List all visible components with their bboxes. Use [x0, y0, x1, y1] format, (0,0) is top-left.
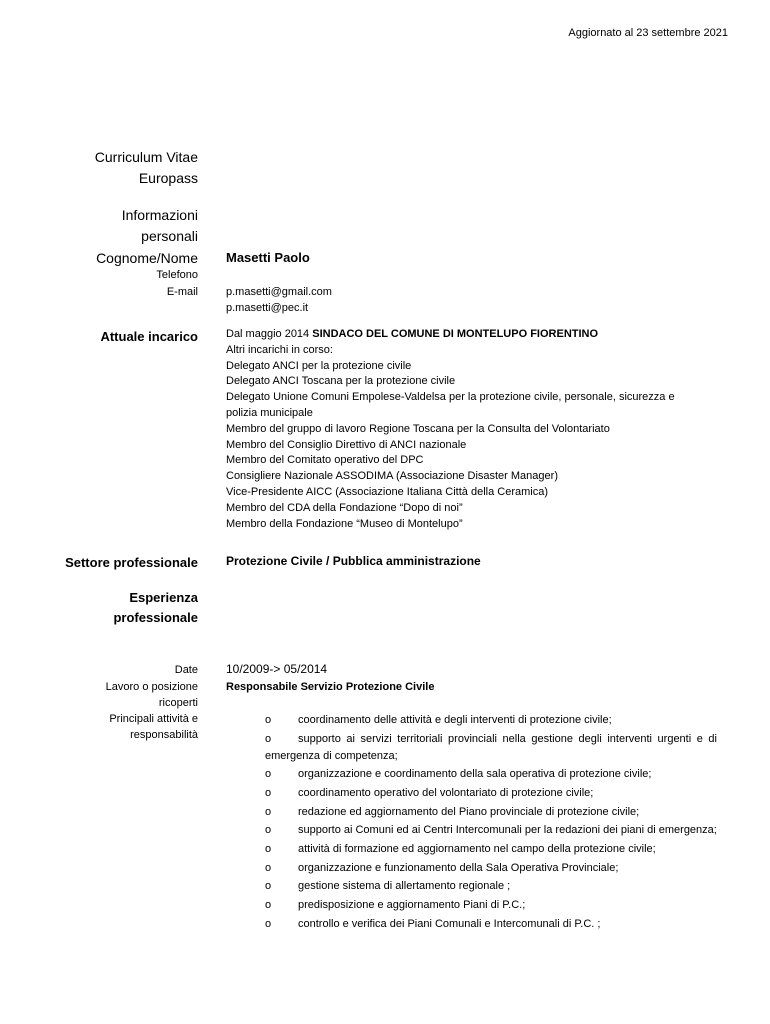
- bullet-marker: o: [265, 786, 272, 799]
- list-item: Altri incarichi in corso:: [226, 343, 333, 356]
- bullet-marker: o: [265, 880, 272, 893]
- bullet-marker: o: [265, 732, 272, 745]
- list-item: Delegato ANCI Toscana per la protezione civile: [226, 375, 456, 388]
- current-role-label: Attuale incarico: [100, 329, 198, 344]
- current-role-since: Dal maggio 2014 SINDACO DEL COMUNE DI MONTELUPO FIORENTINO: [226, 328, 599, 340]
- list-item: o organizzazione e funzionamento della Sala Operativa Provinciale;: [265, 860, 717, 878]
- cv-title: Curriculum Vitae Europass: [94, 149, 198, 186]
- position-value: Responsabile Servizio Protezione Civile: [226, 681, 435, 693]
- list-item: Delegato Unione Comuni Empolese-Valdelsa per la protezione civile, personale, sicurezza e: [226, 391, 675, 404]
- email-value[interactable]: p.masetti@gmail.com: [226, 286, 332, 298]
- name-label: Cognome/Nome: [96, 250, 198, 266]
- email-label: E-mail: [166, 286, 198, 298]
- bullet-marker: o: [265, 917, 272, 930]
- bullet-marker: o: [265, 824, 272, 837]
- activities-label: Principali attività e responsabilità: [109, 713, 198, 741]
- bullet-marker: o: [265, 768, 272, 781]
- list-item: Membro del CDA della Fondazione “Dopo di noi”: [226, 501, 463, 514]
- list-item: o redazione ed aggiornamento del Piano provinciale di protezione civile;: [265, 804, 717, 822]
- list-item: o organizzazione e coordinamento della sala operativa di protezione civile;: [265, 766, 717, 784]
- list-item: Delegato ANCI per la protezione civile: [226, 359, 412, 372]
- list-item: o predisposizione e aggiornamento Piani di P.C.;: [265, 897, 717, 915]
- list-item: o coordinamento delle attività e degli interventi di protezione civile;: [265, 712, 717, 730]
- list-item: o attività di formazione ed aggiornamento nel campo della protezione civile;: [265, 841, 717, 859]
- experience-heading: Esperienza professionale: [113, 590, 198, 625]
- bullet-marker: o: [265, 899, 272, 912]
- list-item: Membro del Comitato operativo del DPC: [226, 454, 424, 467]
- list-item: o gestione sistema di allertamento regionale ;: [265, 878, 717, 896]
- date-value: 10/2009-> 05/2014: [226, 662, 328, 676]
- name-value: Masetti Paolo: [226, 250, 310, 265]
- current-role-block: [226, 327, 675, 532]
- list-item: Membro del gruppo di lavoro Regione Toscana per la Consulta del Volontariato: [226, 422, 610, 435]
- list-item: o supporto ai servizi territoriali provinciali nella gestione degli interventi urgenti e di emergenza di competenza;: [265, 732, 717, 762]
- list-item: polizia municipale: [226, 406, 313, 419]
- sector-value: Protezione Civile / Pubblica amministrazione: [226, 554, 481, 568]
- email-value[interactable]: p.masetti@pec.it: [226, 302, 309, 314]
- personal-info-heading: Informazioni personali: [121, 207, 198, 244]
- update-date: Aggiornato al 23 settembre 2021: [568, 27, 728, 39]
- list-item: o coordinamento operativo del volontariato di protezione civile;: [265, 785, 717, 803]
- activities-list: [265, 712, 717, 935]
- email-list: [226, 284, 332, 316]
- list-item: Consigliere Nazionale ASSODIMA (Associazione Disaster Manager): [226, 470, 558, 483]
- date-label: Date: [174, 664, 198, 676]
- bullet-marker: o: [265, 805, 272, 818]
- list-item: Vice-Presidente AICC (Associazione Italiana Città della Ceramica): [226, 485, 548, 498]
- position-label: Lavoro o posizione ricoperti: [105, 681, 198, 709]
- sector-label: Settore professionale: [65, 555, 198, 570]
- list-item: o controllo e verifica dei Piani Comunali e Intercomunali di P.C. ;: [265, 916, 717, 934]
- phone-label: Telefono: [156, 269, 198, 281]
- bullet-marker: o: [265, 714, 272, 726]
- list-item: Membro del Consiglio Direttivo di ANCI nazionale: [226, 438, 467, 451]
- bullet-marker: o: [265, 861, 272, 874]
- bullet-marker: o: [265, 842, 272, 855]
- list-item: o supporto ai Comuni ed ai Centri Intercomunali per la redazioni dei piani di emergenza;: [265, 822, 717, 839]
- list-item: Membro della Fondazione “Museo di Montelupo”: [226, 517, 463, 530]
